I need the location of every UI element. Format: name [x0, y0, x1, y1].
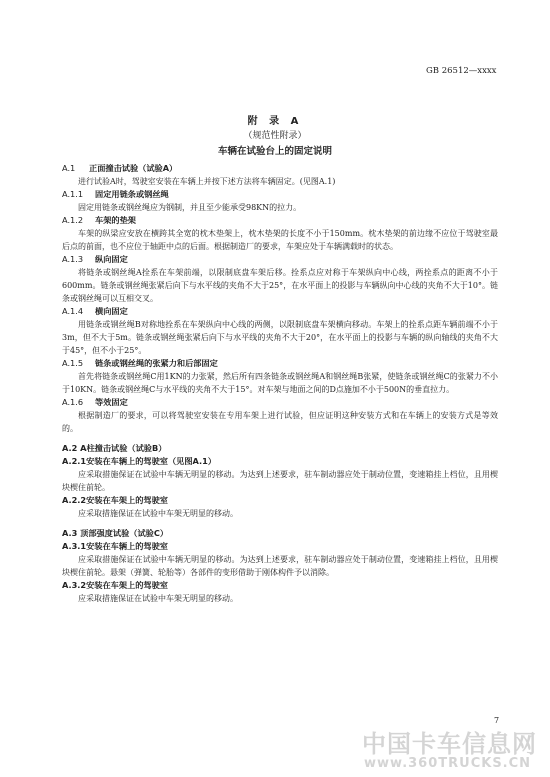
paragraph-a16: 根据制造厂的要求，可以将驾驶室安装在专用车架上进行试验，但应证明这种安装方式和在车辆上的安装方式是等效的。	[62, 411, 498, 433]
document-body	[62, 162, 498, 605]
paragraph-a21: 应采取措施保证在试验中车辆无明显的移动。为达到上述要求，驻车制动器应处于制动位置，变速箱挂上档位，且用楔块楔住前轮。	[62, 470, 498, 492]
paragraph-a32: 应采取措施保证在试验中车架无明显的移动。	[78, 594, 238, 603]
appendix-name: 车辆在试验台上的固定说明	[217, 146, 332, 157]
paragraph-a1: 进行试验A时，驾驶室安装在车辆上并按下述方法将车辆固定。(见图A.1)	[78, 177, 336, 186]
heading-a3: A.3 顶部强度试验（试验C）	[62, 528, 169, 538]
heading-a31: A.3.1安装在车辆上的驾驶室	[62, 541, 168, 551]
heading-a11: A.1.1 固定用链条或钢丝绳	[62, 189, 169, 199]
heading-a21: A.2.1安装在车辆上的驾驶室（见图A.1）	[62, 456, 217, 466]
watermark-url: www.360TRUCKS.CN	[364, 756, 532, 771]
paragraph-a12: 车架的纵梁应安放在横跨其全宽的枕木垫架上，枕木垫架的长度不小于150mm。枕木垫架的前边缘不应位于驾驶室最后点的前面，也不应位于轴距中点的后面。根据制造厂的要求，车架应处于车辆满载时的状态。	[62, 229, 498, 251]
heading-a2: A.2 A柱撞击试验（试验B）	[62, 443, 167, 453]
heading-a13: A.1.3 纵向固定	[62, 254, 128, 264]
paragraph-a13: 将链条或钢丝绳A拴系在车架前端，以限制底盘车架后移。拴系点应对称于车架纵向中心线，两拴系点的距离不小于600mm。链条或钢丝绳张紧后向下与水平线的夹角不大于25°，在水平面上的投影与车辆纵向中心线的夹角不大于10°。链条或钢丝绳可以互相交叉。	[62, 268, 498, 303]
heading-a32: A.3.2安装在车架上的驾驶室	[62, 580, 168, 590]
paragraph-a22: 应采取措施保证在试验中车架无明显的移动。	[78, 509, 238, 518]
standard-number: GB 26512—xxxx	[426, 66, 497, 76]
heading-a15: A.1.5 链条或钢丝绳的张紧力和后部固定	[62, 358, 218, 368]
watermark-logo-text: 中国卡车信息网	[362, 730, 537, 758]
heading-a12: A.1.2 车架的垫架	[62, 215, 136, 225]
heading-a14: A.1.4 横向固定	[62, 306, 128, 316]
paragraph-a31: 应采取措施保证在试验中车辆无明显的移动。为达到上述要求，驻车制动器应处于制动位置，变速箱挂上档位，且用楔块楔住前轮。悬架（弹簧、轮胎等）各部件的变形借助于刚体构件予以消除。	[62, 555, 498, 577]
paragraph-a15: 首先将链条或钢丝绳C用1KN的力张紧，然后所有四条链条或钢丝绳A和钢丝绳B张紧，使链条或钢丝绳C的张紧力不小于10KN。链条或钢丝绳C与水平线的夹角不大于15°。对车架与地面之间的D点施加不小于500N的垂直拉力。	[62, 372, 498, 394]
heading-a1: A.1 正面撞击试验（试验A）	[62, 163, 178, 173]
appendix-title: 附 录 A	[247, 116, 303, 127]
appendix-type: （规范性附录）	[243, 131, 307, 141]
heading-a16: A.1.6 等效固定	[62, 397, 128, 407]
paragraph-a11: 固定用链条或钢丝绳应为钢制，并且至少能承受98KN的拉力。	[78, 203, 302, 212]
heading-a22: A.2.2安装在车架上的驾驶室	[62, 495, 168, 505]
page-number: 7	[494, 716, 500, 725]
paragraph-a14: 用链条或钢丝绳B对称地拴系在车架纵向中心线的两侧，以限制底盘车架横向移动。车架上的拴系点距车辆前端不小于3m，但不大于5m。链条或钢丝绳张紧后向下与水平线的夹角不大于20°，在水平面上的投影与车辆的纵向轴线的夹角不大于45°，但不小于25°。	[62, 320, 498, 355]
